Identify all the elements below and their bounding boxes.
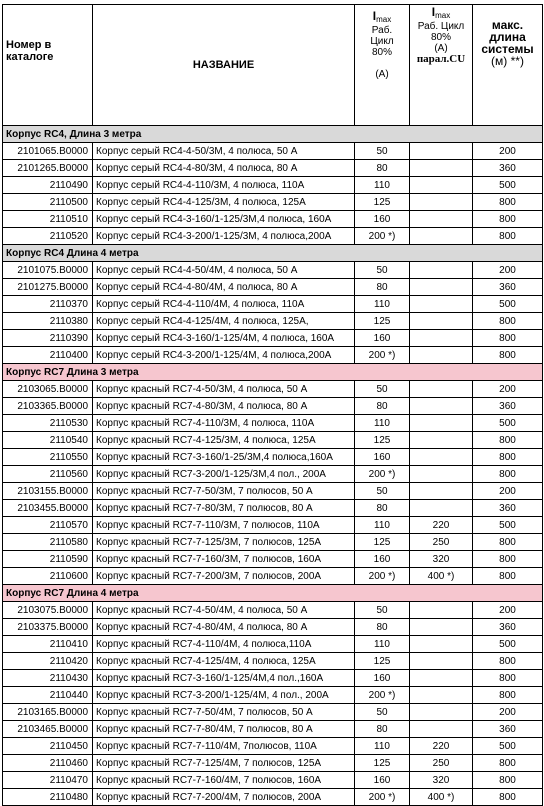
product-name: Корпус серый RC4-3-200/1-125/4M, 4 полюса,200A <box>93 347 355 364</box>
imax-parallel-value <box>410 721 473 738</box>
imax-value: 110 <box>355 415 410 432</box>
section-title: Корпус RC7 Длина 3 метра <box>3 364 543 381</box>
catalog-number: 2110400 <box>3 347 93 364</box>
imax-value: 125 <box>355 432 410 449</box>
max-system-length: 800 <box>473 534 543 551</box>
imax-parallel-value <box>410 636 473 653</box>
catalog-number: 2110600 <box>3 568 93 585</box>
imax-parallel-value <box>410 143 473 160</box>
product-name: Корпус серый RC4-3-160/1-125/3M,4 полюса, 160A <box>93 211 355 228</box>
max-system-length: 200 <box>473 602 543 619</box>
imax-value: 110 <box>355 517 410 534</box>
table-row <box>3 568 543 585</box>
product-name: Корпус серый RC4-4-110/3M, 4 полюса, 110A <box>93 177 355 194</box>
imax-parallel-value <box>410 483 473 500</box>
catalog-number: 2110420 <box>3 653 93 670</box>
imax-parallel-value <box>410 160 473 177</box>
imax-parallel-value <box>410 449 473 466</box>
catalog-number: 2110500 <box>3 194 93 211</box>
imax-value: 50 <box>355 143 410 160</box>
imax-parallel-value <box>410 398 473 415</box>
table-row <box>3 738 543 755</box>
table-row <box>3 347 543 364</box>
product-name: Корпус красный RC7-7-160/4M, 7 полюсов, 160A <box>93 772 355 789</box>
product-name: Корпус красный RC7-7-200/3M, 7 полюсов, 200A <box>93 568 355 585</box>
product-name: Корпус красный RC7-4-80/4M, 4 полюса, 80 A <box>93 619 355 636</box>
catalog-number: 2110590 <box>3 551 93 568</box>
catalog-number: 2110550 <box>3 449 93 466</box>
section-header <box>3 245 543 262</box>
imax-value: 160 <box>355 330 410 347</box>
table-row <box>3 619 543 636</box>
imax-parallel-value <box>410 670 473 687</box>
table-row <box>3 279 543 296</box>
table-row <box>3 313 543 330</box>
table-row <box>3 721 543 738</box>
max-system-length: 200 <box>473 381 543 398</box>
imax-parallel-value <box>410 313 473 330</box>
table-row <box>3 602 543 619</box>
section-header <box>3 585 543 602</box>
imax-value: 50 <box>355 602 410 619</box>
imax-value: 200 *) <box>355 687 410 704</box>
imax-parallel-value <box>410 381 473 398</box>
product-name: Корпус красный RC7-4-110/4M, 4 полюса,110A <box>93 636 355 653</box>
catalog-number: 2110430 <box>3 670 93 687</box>
imax-value: 125 <box>355 653 410 670</box>
max-system-length: 800 <box>473 670 543 687</box>
imax-parallel-value <box>410 466 473 483</box>
imax-value: 50 <box>355 381 410 398</box>
imax-value: 80 <box>355 279 410 296</box>
imax-value: 50 <box>355 704 410 721</box>
imax-parallel-value: 250 <box>410 534 473 551</box>
catalog-number: 2103375.B0000 <box>3 619 93 636</box>
imax-parallel-value <box>410 177 473 194</box>
imax-parallel-value <box>410 194 473 211</box>
imax-parallel-value <box>410 347 473 364</box>
imax-value: 110 <box>355 636 410 653</box>
table-row <box>3 636 543 653</box>
section-header <box>3 126 543 143</box>
table-row <box>3 296 543 313</box>
product-name: Корпус серый RC4-3-160/1-125/4M, 4 полюса, 160A <box>93 330 355 347</box>
max-system-length: 800 <box>473 432 543 449</box>
section-header <box>3 364 543 381</box>
product-name: Корпус серый RC4-4-125/3M, 4 полюса, 125A <box>93 194 355 211</box>
imax-parallel-value <box>410 211 473 228</box>
catalog-number: 2103365.B0000 <box>3 398 93 415</box>
catalog-number: 2110440 <box>3 687 93 704</box>
table-row <box>3 517 543 534</box>
table-row <box>3 483 543 500</box>
product-name: Корпус красный RC7-7-160/3M, 7 полюсов, 160A <box>93 551 355 568</box>
header-imax-parallel: $I_{max}$ Раб. Цикл 80% (A) парал.CU <box>410 5 473 126</box>
imax-parallel-value <box>410 330 473 347</box>
catalog-number: 2103065.B0000 <box>3 381 93 398</box>
product-name: Корпус серый RC4-4-110/4M, 4 полюса, 110A <box>93 296 355 313</box>
table-row <box>3 381 543 398</box>
imax-value: 50 <box>355 483 410 500</box>
table-row <box>3 194 543 211</box>
max-system-length: 800 <box>473 687 543 704</box>
catalog-number: 2110470 <box>3 772 93 789</box>
catalog-number: 2110510 <box>3 211 93 228</box>
table-row <box>3 143 543 160</box>
catalog-number: 2110460 <box>3 755 93 772</box>
max-system-length: 500 <box>473 296 543 313</box>
table-row <box>3 415 543 432</box>
imax-parallel-value <box>410 704 473 721</box>
max-system-length: 800 <box>473 772 543 789</box>
imax-value: 125 <box>355 313 410 330</box>
catalog-number: 2110520 <box>3 228 93 245</box>
table-row <box>3 772 543 789</box>
product-name: Корпус серый RC4-4-50/3M, 4 полюса, 50 A <box>93 143 355 160</box>
max-system-length: 800 <box>473 330 543 347</box>
imax-parallel-value: 220 <box>410 738 473 755</box>
product-name: Корпус красный RC7-4-110/3M, 4 полюса, 110A <box>93 415 355 432</box>
max-system-length: 200 <box>473 483 543 500</box>
product-name: Корпус красный RC7-3-160/1-125/4M,4 пол.,160A <box>93 670 355 687</box>
product-name: Корпус красный RC7-3-200/1-125/3M,4 пол., 200A <box>93 466 355 483</box>
table-row <box>3 789 543 806</box>
max-system-length: 360 <box>473 279 543 296</box>
header-name: НАЗВАНИЕ <box>93 5 355 126</box>
imax-parallel-value <box>410 296 473 313</box>
product-name: Корпус красный RC7-7-80/3M, 7 полюсов, 80 A <box>93 500 355 517</box>
catalog-number: 2110410 <box>3 636 93 653</box>
max-system-length: 200 <box>473 143 543 160</box>
catalog-number: 2110580 <box>3 534 93 551</box>
max-system-length: 500 <box>473 177 543 194</box>
imax-value: 80 <box>355 398 410 415</box>
catalog-number: 2110390 <box>3 330 93 347</box>
max-system-length: 360 <box>473 398 543 415</box>
product-name: Корпус красный RC7-7-200/4M, 7 полюсов, 200A <box>93 789 355 806</box>
product-name: Корпус красный RC7-3-200/1-125/4M, 4 пол., 200A <box>93 687 355 704</box>
product-name: Корпус серый RC4-4-80/4M, 4 полюса, 80 A <box>93 279 355 296</box>
product-name: Корпус серый RC4-4-80/3M, 4 полюса, 80 A <box>93 160 355 177</box>
imax-parallel-value <box>410 415 473 432</box>
max-system-length: 800 <box>473 789 543 806</box>
max-system-length: 800 <box>473 466 543 483</box>
imax-value: 80 <box>355 160 410 177</box>
max-system-length: 360 <box>473 500 543 517</box>
max-system-length: 800 <box>473 568 543 585</box>
table-row <box>3 262 543 279</box>
max-system-length: 500 <box>473 636 543 653</box>
catalog-number: 2103455.B0000 <box>3 500 93 517</box>
section-title: Корпус RC4, Длина 3 метра <box>3 126 543 143</box>
imax-parallel-value: 320 <box>410 551 473 568</box>
catalog-number: 2101275.B0000 <box>3 279 93 296</box>
table-row <box>3 160 543 177</box>
imax-value: 160 <box>355 670 410 687</box>
imax-value: 110 <box>355 296 410 313</box>
table-row <box>3 398 543 415</box>
header-row <box>3 5 543 126</box>
imax-parallel-value <box>410 619 473 636</box>
catalog-number: 2110540 <box>3 432 93 449</box>
max-system-length: 800 <box>473 449 543 466</box>
max-system-length: 200 <box>473 262 543 279</box>
table-row <box>3 687 543 704</box>
product-name: Корпус красный RC7-7-110/4M, 7полюсов, 110A <box>93 738 355 755</box>
catalog-number: 2103075.B0000 <box>3 602 93 619</box>
imax-value: 160 <box>355 772 410 789</box>
imax-parallel-value: 250 <box>410 755 473 772</box>
imax-value: 125 <box>355 534 410 551</box>
table-row <box>3 704 543 721</box>
section-title: Корпус RC7 Длина 4 метра <box>3 585 543 602</box>
product-name: Корпус красный RC7-7-50/4M, 7 полюсов, 50 A <box>93 704 355 721</box>
max-system-length: 800 <box>473 211 543 228</box>
imax-parallel-value: 220 <box>410 517 473 534</box>
max-system-length: 360 <box>473 160 543 177</box>
imax-value: 110 <box>355 738 410 755</box>
table-row <box>3 755 543 772</box>
product-name: Корпус красный RC7-7-50/3M, 7 полюсов, 50 A <box>93 483 355 500</box>
product-name: Корпус серый RC4-3-200/1-125/3M, 4 полюса,200A <box>93 228 355 245</box>
imax-value: 125 <box>355 194 410 211</box>
imax-parallel-value <box>410 500 473 517</box>
max-system-length: 500 <box>473 738 543 755</box>
imax-value: 110 <box>355 177 410 194</box>
product-name: Корпус красный RC7-4-50/3M, 4 полюса, 50 A <box>93 381 355 398</box>
max-system-length: 800 <box>473 228 543 245</box>
imax-parallel-value: 320 <box>410 772 473 789</box>
imax-value: 160 <box>355 551 410 568</box>
max-system-length: 360 <box>473 619 543 636</box>
catalog-number: 2110490 <box>3 177 93 194</box>
catalog-number: 2110380 <box>3 313 93 330</box>
imax-value: 125 <box>355 755 410 772</box>
imax-value: 50 <box>355 262 410 279</box>
product-name: Корпус красный RC7-4-125/4M, 4 полюса, 125A <box>93 653 355 670</box>
table-row <box>3 211 543 228</box>
imax-parallel-value: 400 *) <box>410 568 473 585</box>
max-system-length: 800 <box>473 313 543 330</box>
table-row <box>3 177 543 194</box>
table-row <box>3 670 543 687</box>
imax-value: 200 *) <box>355 228 410 245</box>
imax-parallel-value <box>410 279 473 296</box>
catalog-number: 2110530 <box>3 415 93 432</box>
table-row <box>3 466 543 483</box>
imax-value: 80 <box>355 500 410 517</box>
max-system-length: 500 <box>473 415 543 432</box>
table-row <box>3 534 543 551</box>
imax-value: 160 <box>355 449 410 466</box>
imax-value: 200 *) <box>355 568 410 585</box>
header-catalog: Номер в каталоге <box>3 5 93 126</box>
catalog-number: 2110480 <box>3 789 93 806</box>
product-name: Корпус красный RC7-7-80/4M, 7 полюсов, 80 A <box>93 721 355 738</box>
table-row <box>3 330 543 347</box>
imax-parallel-value <box>410 687 473 704</box>
imax-parallel-value: 400 *) <box>410 789 473 806</box>
product-name: Корпус серый RC4-4-50/4M, 4 полюса, 50 A <box>93 262 355 279</box>
table-row <box>3 228 543 245</box>
max-system-length: 800 <box>473 551 543 568</box>
imax-parallel-value <box>410 432 473 449</box>
catalog-table <box>2 4 543 806</box>
catalog-number: 2103155.B0000 <box>3 483 93 500</box>
table-row <box>3 449 543 466</box>
table-row <box>3 551 543 568</box>
catalog-number: 2101065.B0000 <box>3 143 93 160</box>
product-name: Корпус серый RC4-4-125/4M, 4 полюса, 125A, <box>93 313 355 330</box>
imax-parallel-value <box>410 653 473 670</box>
max-system-length: 800 <box>473 194 543 211</box>
imax-parallel-value <box>410 262 473 279</box>
max-system-length: 800 <box>473 653 543 670</box>
imax-parallel-value <box>410 228 473 245</box>
catalog-number: 2110450 <box>3 738 93 755</box>
product-name: Корпус красный RC7-4-50/4M, 4 полюса, 50 A <box>93 602 355 619</box>
imax-parallel-value <box>410 602 473 619</box>
max-system-length: 360 <box>473 721 543 738</box>
max-system-length: 200 <box>473 704 543 721</box>
imax-value: 200 *) <box>355 347 410 364</box>
header-imax: $I_{max}$ Раб. Цикл 80% (A) <box>355 5 410 126</box>
imax-value: 80 <box>355 619 410 636</box>
product-name: Корпус красный RC7-7-125/3M, 7 полюсов, 125A <box>93 534 355 551</box>
product-name: Корпус красный RC7-7-125/4M, 7 полюсов, 125A <box>93 755 355 772</box>
catalog-number: 2103465.B0000 <box>3 721 93 738</box>
header-system-length: макс. длина системы (м) **) <box>473 5 543 126</box>
imax-value: 80 <box>355 721 410 738</box>
max-system-length: 800 <box>473 347 543 364</box>
product-name: Корпус красный RC7-3-160/1-25/3M,4 полюса,160A <box>93 449 355 466</box>
catalog-number: 2103165.B0000 <box>3 704 93 721</box>
max-system-length: 500 <box>473 517 543 534</box>
product-name: Корпус красный RC7-7-110/3M, 7 полюсов, 110A <box>93 517 355 534</box>
imax-value: 160 <box>355 211 410 228</box>
table-row <box>3 653 543 670</box>
catalog-number: 2110560 <box>3 466 93 483</box>
max-system-length: 800 <box>473 755 543 772</box>
imax-value: 200 *) <box>355 789 410 806</box>
section-title: Корпус RC4 Длина 4 метра <box>3 245 543 262</box>
product-name: Корпус красный RC7-4-125/3M, 4 полюса, 125A <box>93 432 355 449</box>
table-row <box>3 432 543 449</box>
catalog-number: 2101265.B0000 <box>3 160 93 177</box>
catalog-number: 2110370 <box>3 296 93 313</box>
imax-value: 200 *) <box>355 466 410 483</box>
table-row <box>3 500 543 517</box>
product-name: Корпус красный RC7-4-80/3M, 4 полюса, 80 A <box>93 398 355 415</box>
catalog-number: 2110570 <box>3 517 93 534</box>
catalog-number: 2101075.B0000 <box>3 262 93 279</box>
